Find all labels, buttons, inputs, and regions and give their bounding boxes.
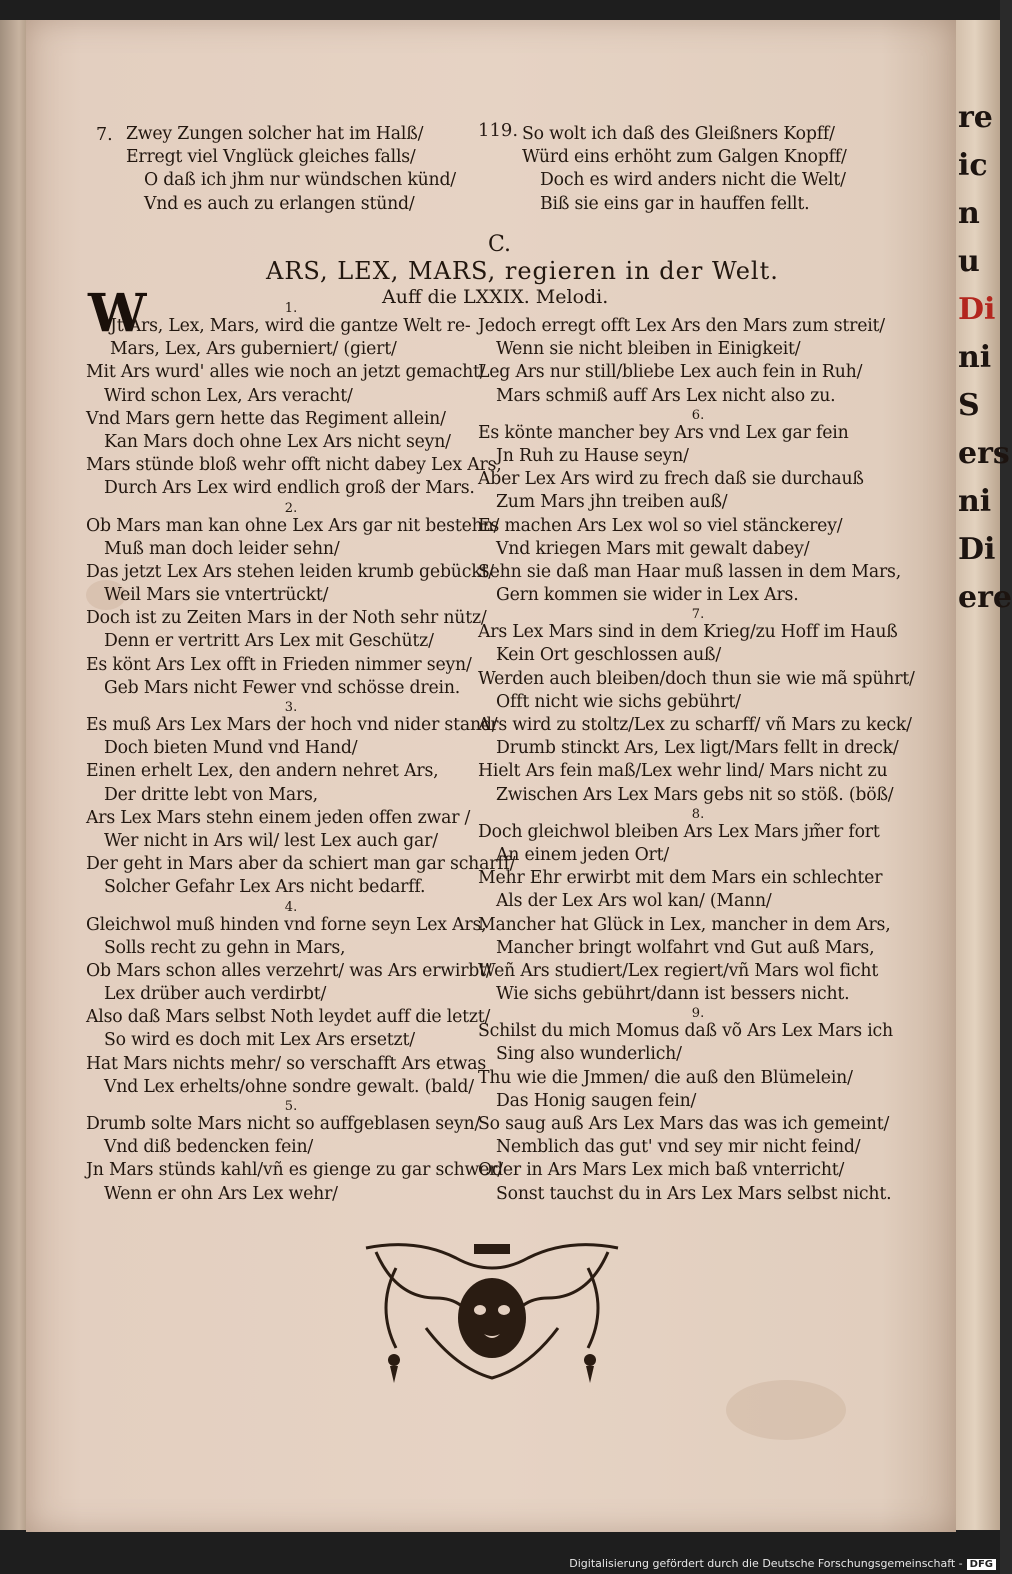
verse-line: Mars stünde bloß wehr offt nicht dabey Lex Ars, xyxy=(86,455,502,476)
next-page-text-fragment: Di xyxy=(958,292,996,327)
song-number: C. xyxy=(488,232,512,257)
lion-mask-ornament xyxy=(356,1238,628,1388)
next-page-text-fragment: S xyxy=(958,388,980,423)
verse-line: Vnd Mars gern hette das Regiment allein/ xyxy=(86,408,446,429)
verse-line: Doch gleichwol bleiben Ars Lex Mars jm̃er fort xyxy=(478,821,880,842)
stanza-number: 7. xyxy=(691,607,705,623)
verse-line: So saug auß Ars Lex Mars das was ich gemeint/ xyxy=(478,1114,890,1134)
verse-line: Doch bieten Mund vnd Hand/ xyxy=(104,738,358,759)
verse-line: Offt nicht wie sichs gebührt/ xyxy=(496,691,741,712)
verse-line: Mars, Lex, Ars guberniert/ (giert/ xyxy=(110,339,397,360)
verse-line: Wenn sie nicht bleiben in Einigkeit/ xyxy=(496,339,801,360)
verse-line: Mehr Ehr erwirbt mit dem Mars ein schlechter xyxy=(478,868,883,889)
verse-line: Wird schon Lex, Ars veracht/ xyxy=(104,385,353,406)
verse-line: Weil Mars sie vntertrückt/ xyxy=(104,585,329,606)
next-page-text-fragment: ere xyxy=(958,580,1012,615)
verse-line: Muß man doch leider sehn/ xyxy=(104,538,340,559)
verse-line: Oder in Ars Mars Lex mich baß vnterricht/ xyxy=(478,1160,845,1181)
verse-line: Sonst tauchst du in Ars Lex Mars selbst nicht. xyxy=(496,1183,892,1204)
page-number: 119. xyxy=(478,120,519,141)
next-page-text-fragment: ni xyxy=(958,484,992,519)
stanza-number: 6. xyxy=(691,407,705,423)
verse-line: Jn Ruh zu Hause seyn/ xyxy=(496,445,689,466)
verse-line: Schilst du mich Momus daß võ Ars Lex Mars ich xyxy=(478,1021,893,1042)
verse-line: Es könte mancher bey Ars vnd Lex gar fein xyxy=(478,422,849,443)
verse-line: Wie sichs gebührt/dann ist bessers nicht. xyxy=(496,984,850,1005)
verse-line: Vnd kriegen Mars mit gewalt dabey/ xyxy=(496,538,810,559)
verse-line: So wolt ich daß des Gleißners Kopff/ xyxy=(522,124,835,144)
next-page-text-fragment: ers xyxy=(958,436,1010,471)
verse-line: Ars Lex Mars sind in dem Krieg/zu Hoff im Hauß xyxy=(478,622,898,643)
verse-line: Jn Mars stünds kahl/vñ es gienge zu gar schwer/ xyxy=(86,1160,503,1181)
verse-line: Mancher bringt wolfahrt vnd Gut auß Mars, xyxy=(496,937,875,958)
verse-line: Ars Lex Mars stehn einem jeden offen zwar / xyxy=(86,807,471,828)
verse-line: Sehn sie daß man Haar muß lassen in dem Mars, xyxy=(478,561,901,582)
verse-line: Erregt viel Vnglück gleiches falls/ xyxy=(126,147,416,168)
drop-cap: W xyxy=(88,283,147,344)
verse-line: Gleichwol muß hinden vnd forne seyn Lex Ars, xyxy=(86,914,487,935)
verse-line: Vnd diß bedencken fein/ xyxy=(104,1137,314,1158)
next-page-text-fragment: u xyxy=(958,244,980,279)
next-page-text-fragment: ni xyxy=(958,340,992,375)
dfg-logo: DFG xyxy=(967,1559,996,1570)
verse-line: Werden auch bleiben/doch thun sie wie mã spührt/ xyxy=(478,668,915,689)
stanza-number: 5. xyxy=(284,1099,298,1114)
next-page-text-fragment: Di xyxy=(958,532,996,567)
stanza-number: 2. xyxy=(284,500,298,516)
verse-line: Solcher Gefahr Lex Ars nicht bedarff. xyxy=(104,877,426,898)
next-page-edge xyxy=(950,20,1012,1530)
stanza-number: 3. xyxy=(284,700,298,715)
verse-line: Zum Mars jhn treiben auß/ xyxy=(496,492,728,513)
verse-line: Nemblich das gut' vnd sey mir nicht feind/ xyxy=(496,1137,861,1158)
verse-line: Würd eins erhöht zum Galgen Knopff/ xyxy=(522,147,847,168)
stanza-number: 4. xyxy=(284,899,298,915)
verse-line: Es muß Ars Lex Mars der hoch vnd nider stand/ xyxy=(86,715,498,735)
verse-line: Zwey Zungen solcher hat im Halß/ xyxy=(126,124,424,144)
verse-line: Ob Mars man kan ohne Lex Ars gar nit bestehn/ xyxy=(86,515,500,536)
verse-line: Hielt Ars fein maß/Lex wehr lind/ Mars nicht zu xyxy=(478,761,888,782)
verse-line: Kan Mars doch ohne Lex Ars nicht seyn/ xyxy=(104,431,451,452)
digitization-credit xyxy=(569,1557,996,1570)
verse-line: Wenn er ohn Ars Lex wehr/ xyxy=(104,1183,338,1204)
next-page-text-fragment: ic xyxy=(958,148,988,183)
verse-line: Thu wie die Jmmen/ die auß den Blümelein/ xyxy=(478,1067,853,1088)
verse-line: Einen erhelt Lex, den andern nehret Ars, xyxy=(86,761,439,782)
verse-line: Es machen Ars Lex wol so viel stänckerey/ xyxy=(478,515,843,536)
verse-line: Solls recht zu gehn in Mars, xyxy=(104,937,346,958)
next-page-text-fragment: n xyxy=(958,196,980,231)
verse-line: Zwischen Ars Lex Mars gebs nit so stöß. (böß/ xyxy=(496,784,894,805)
verse-line: Mit Ars wurd' alles wie noch an jetzt gemacht/ xyxy=(86,362,486,383)
verse-line: Ob Mars schon alles verzehrt/ was Ars erwirbt/ xyxy=(86,960,492,981)
verse-line: Wer nicht in Ars wil/ lest Lex auch gar/ xyxy=(104,830,438,851)
verse-line: Lex drüber auch verdirbt/ xyxy=(104,984,327,1005)
stanza-number: 9. xyxy=(691,1006,705,1022)
verse-line: Hat Mars nichts mehr/ so verschafft Ars etwas xyxy=(86,1053,486,1074)
verse-line: Als der Lex Ars wol kan/ (Mann/ xyxy=(496,891,772,912)
verse-line: Doch es wird anders nicht die Welt/ xyxy=(540,170,846,191)
verse-line: Mancher hat Glück in Lex, mancher in dem Ars, xyxy=(478,914,891,935)
verse-line: An einem jeden Ort/ xyxy=(496,844,669,865)
melody-reference: Auff die LXXIX. Melodi. xyxy=(382,286,609,308)
verse-line: Sing also wunderlich/ xyxy=(496,1044,682,1065)
verse-line: Vnd Lex erhelts/ohne sondre gewalt. (bald/ xyxy=(104,1076,474,1097)
stanza-number: 8. xyxy=(691,806,705,822)
verse-line: Vnd es auch zu erlangen stünd/ xyxy=(144,193,415,214)
verse-line: Es könt Ars Lex offt in Frieden nimmer seyn/ xyxy=(86,654,472,675)
verse-line: Biß sie eins gar in hauffen fellt. xyxy=(540,193,810,214)
verse-line: Durch Ars Lex wird endlich groß der Mars. xyxy=(104,478,475,499)
stanza-number: 1. xyxy=(284,301,298,316)
verse-line: Gern kommen sie wider in Lex Ars. xyxy=(496,585,799,606)
verse-line: Der geht in Mars aber da schiert man gar scharff/ xyxy=(86,854,516,875)
top-right-verses xyxy=(522,124,847,217)
verse-line: Jedoch erregt offt Lex Ars den Mars zum streit/ xyxy=(478,316,885,336)
verse-line: Denn er vertritt Ars Lex mit Geschütz/ xyxy=(104,631,434,652)
song-title: ARS, LEX, MARS, regieren in der Welt. xyxy=(266,257,779,285)
verse-line: Aber Lex Ars wird zu frech daß sie durchauß xyxy=(478,469,864,490)
verse-line: Das jetzt Lex Ars stehen leiden krumb gebückt/ xyxy=(86,561,494,582)
verse-line: So wird es doch mit Lex Ars ersetzt/ xyxy=(104,1030,415,1051)
verse-line: Mars schmiß auff Ars Lex nicht also zu. xyxy=(496,385,836,406)
verse-line: Der dritte lebt von Mars, xyxy=(104,784,318,805)
verse-line: Weñ Ars studiert/Lex regiert/vñ Mars wol ficht xyxy=(478,960,879,981)
verse-line: Geb Mars nicht Fewer vnd schösse drein. xyxy=(104,677,461,698)
verse-line: Also daß Mars selbst Noth leydet auff die letzt/ xyxy=(86,1007,491,1028)
right-column xyxy=(478,302,918,1207)
stanza-number xyxy=(478,302,918,316)
verse-line: Ars wird zu stoltz/Lex zu scharff/ vñ Mars zu keck/ xyxy=(478,715,912,735)
next-page-text-fragment: re xyxy=(958,100,993,135)
verse-line: Kein Ort geschlossen auß/ xyxy=(496,645,721,666)
top-stanza-number: 7. xyxy=(96,125,113,145)
verse-line: Doch ist zu Zeiten Mars in der Noth sehr nütz/ xyxy=(86,608,487,629)
top-left-verses xyxy=(126,124,456,217)
left-column xyxy=(86,301,516,1207)
verse-line: Drumb solte Mars nicht so auffgeblasen seyn/ xyxy=(86,1114,481,1134)
verse-line: Jt Ars, Lex, Mars, wird die gantze Welt re- xyxy=(110,316,471,336)
verse-line: Drumb stinckt Ars, Lex ligt/Mars fellt in dreck/ xyxy=(496,738,899,759)
verse-line: Das Honig saugen fein/ xyxy=(496,1090,697,1111)
verse-line: O daß ich jhm nur wündschen künd/ xyxy=(144,170,456,191)
book-page xyxy=(26,20,956,1532)
credit-text: Digitalisierung gefördert durch die Deutsche Forschungsgemeinschaft - xyxy=(569,1557,963,1570)
verse-line: Leg Ars nur still/bliebe Lex auch fein in Ruh/ xyxy=(478,362,863,383)
